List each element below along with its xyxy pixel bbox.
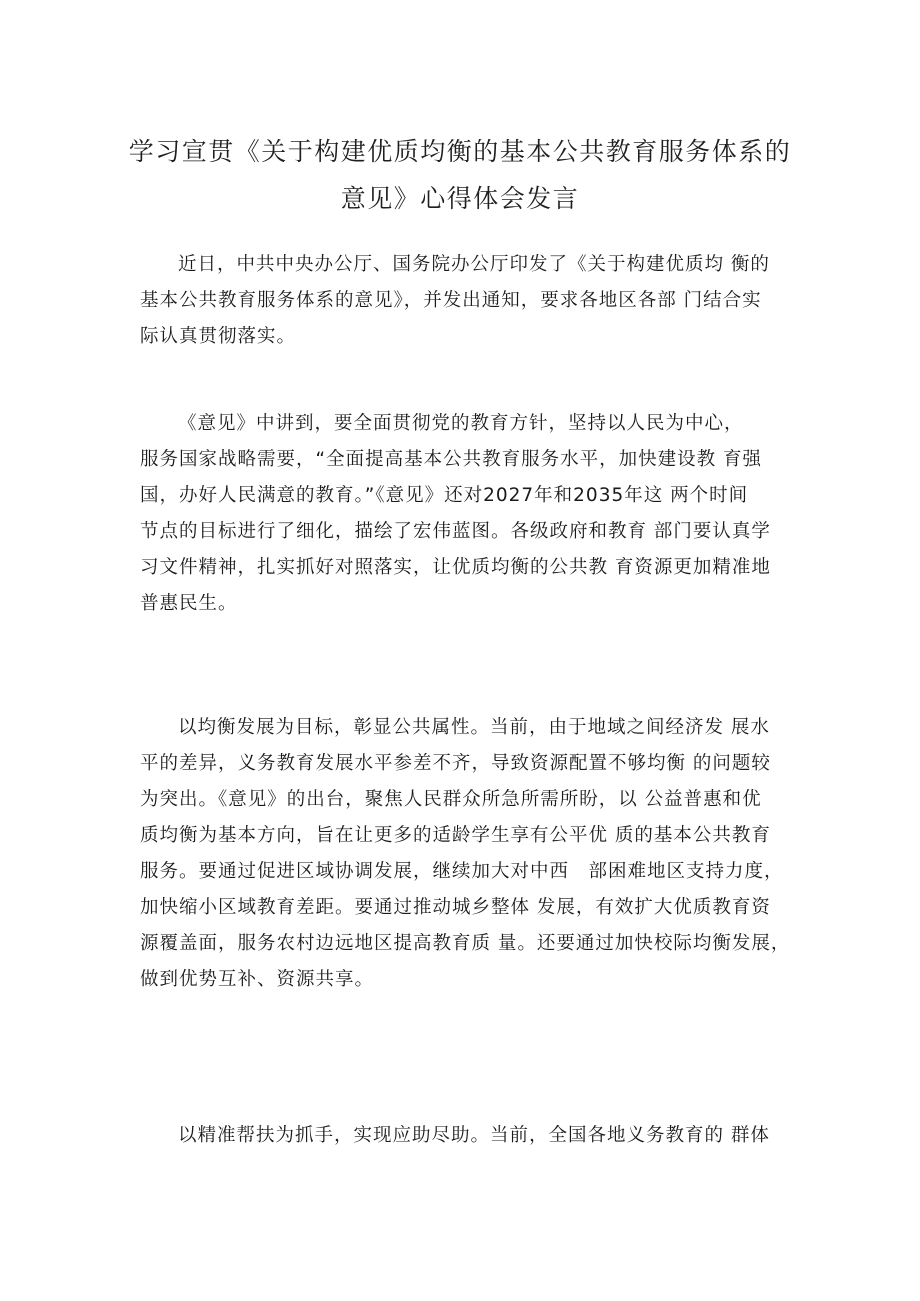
paragraph-line: 以精准帮扶为抓手，实现应助尽助。当前，全国各地义务教育的 群体 (178, 1125, 770, 1146)
document-title-line-1: 学习宣贯《关于构建优质均衡的基本公共教育服务体系的 (128, 137, 792, 166)
paragraph-line: 节点的目标进行了细化，描绘了宏伟蓝图。各级政府和教育 部门要认真学 (140, 521, 771, 542)
paragraph-line: 平的差异，义务教育发展水平参差不齐，导致资源配置不够均衡 的问题较 (140, 753, 771, 774)
paragraph-4 (140, 1118, 800, 1154)
paragraph-1 (140, 247, 800, 355)
paragraph-line: 服务国家战略需要，“全面提高基本公共教育服务水平，加快建设教 育强 (140, 449, 762, 470)
paragraph-3 (140, 710, 800, 998)
paragraph-line: 源覆盖面，服务农村边远地区提高教育质 量。还要通过加快校际均衡发展， (140, 933, 791, 954)
paragraph-line: 质均衡为基本方向，旨在让更多的适龄学生享有公平优 质的基本公共教育 (140, 825, 771, 846)
paragraph-line: 服务。要通过促进区域协调发展，继续加大对中西 部困难地区支持力度， (140, 861, 784, 882)
paragraph-line: 为突出。《意见》的出台，聚焦人民群众所急所需所盼，以 公益普惠和优 (140, 789, 762, 810)
paragraph-line: 普惠民生。 (140, 593, 238, 614)
paragraph-line: 《意见》中讲到，要全面贯彻党的教育方针，坚持以人民为中心， (178, 413, 744, 434)
paragraph-line: 基本公共教育服务体系的意见》，并发出通知，要求各地区各部 门结合实 (140, 290, 762, 311)
paragraph-line: 做到优势互补、资源共享。 (140, 969, 375, 990)
paragraph-line: 际认真贯彻落实。 (140, 326, 297, 347)
document-title-line-2: 意见》心得体会发言 (340, 184, 580, 213)
paragraph-line: 国，办好人民满意的教育。”《意见》还对2027年和2035年这 两个时间 (140, 485, 749, 506)
paragraph-line: 以均衡发展为目标，彰显公共属性。当前，由于地域之间经济发 展水 (178, 717, 770, 738)
paragraph-line: 习文件精神，扎实抓好对照落实，让优质均衡的公共教 育资源更加精准地 (140, 557, 771, 578)
paragraph-line: 加快缩小区域教育差距。要通过推动城乡整体 发展，有效扩大优质教育资 (140, 897, 771, 918)
paragraph-2 (140, 406, 800, 622)
paragraph-line: 近日，中共中央办公厅、国务院办公厅印发了《关于构建优质均 衡的 (178, 254, 770, 275)
